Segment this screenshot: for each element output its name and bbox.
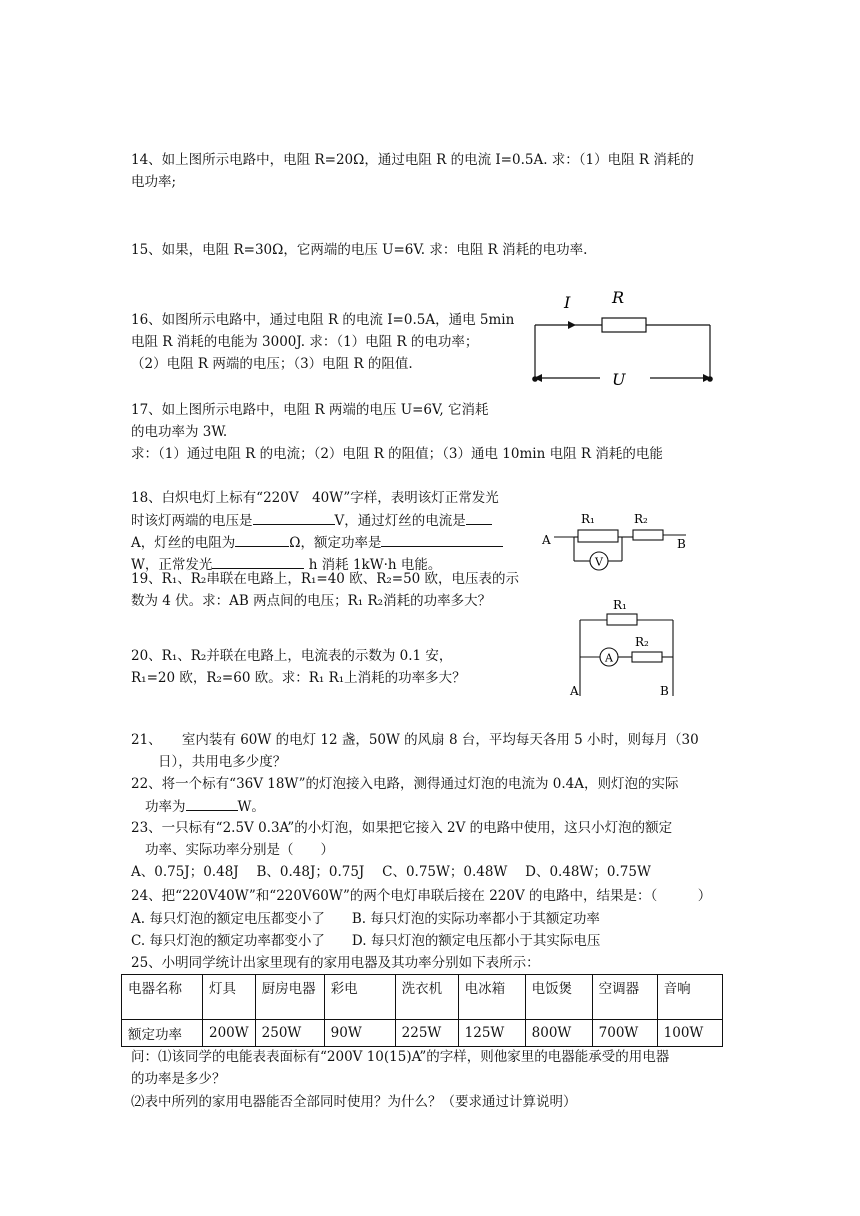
q18-text-voltage: 时该灯两端的电压是 [131,513,253,529]
q18-line1: 18、白炽电灯上标有“220V 40W”字样，表明该灯正常发光 [131,490,499,506]
table-cell: 700W [592,1020,657,1047]
voltmeter-label: V [595,555,603,569]
resistor-r1 [578,530,618,542]
ammeter-label: A [605,651,613,665]
terminal-b-label: B [660,684,669,698]
q22-text-power: 功率为 [145,799,186,815]
table-cell: 200W [203,1020,256,1047]
table-cell: 100W [657,1020,722,1047]
terminal-a-label: A [542,533,551,547]
table-cell: 800W [525,1020,592,1047]
resistor-r2 [633,530,663,540]
q15-line1: 15、如果，电阻 R=30Ω，它两端的电压 U=6V. 求：电阻 R 消耗的电功率. [131,242,588,258]
q14-line1: 14、如上图所示电路中，电阻 R=20Ω，通过电阻 R 的电流 I=0.5A. 求：（1）电阻 R 消耗的 [131,152,694,168]
current-arrow [568,321,576,329]
q25-line3: 的功率是多少？ [131,1071,226,1087]
r2-label: R₂ [634,512,648,526]
q18-text-current: V，通过灯丝的电流是 [334,513,466,529]
table-cell: 电冰箱 [458,975,525,1020]
table-cell: 250W [255,1020,324,1047]
r2-label: R₂ [635,635,649,649]
resistor-r [602,318,646,332]
q24-options-ab: A. 每只灯泡的额定电压都变小了 B. 每只灯泡的实际功率都小于其额定功率 [131,911,600,927]
q18-blank-power[interactable] [381,532,503,547]
q18-line2 [131,510,492,531]
q17-line2: 的电功率为 3W. [131,424,228,440]
q18-text-energy: h 消耗 1kW·h 电能。 [308,557,442,573]
q18-text-power: Ω，额定功率是 [289,535,382,551]
r1-label: R₁ [613,598,627,612]
circuit-diagram-1 [520,282,725,392]
terminal-a-label: A [570,684,579,698]
appliance-power-table [121,974,723,1047]
q22-blank-power[interactable] [186,796,238,811]
q16-line3: （2）电阻 R 两端的电压；（3）电阻 R 的阻值. [131,356,413,372]
q20-line1: 20、R₁、R₂并联在电路上，电流表的示数为 0.1 安， [131,648,453,664]
table-cell: 厨房电器 [255,975,324,1020]
table-cell: 空调器 [592,975,657,1020]
table-cell: 额定功率 [122,1020,203,1047]
q18-blank-voltage[interactable] [253,510,335,525]
q23-line2: 功率、实际功率分别是（ ） [145,842,334,858]
table-cell: 电饭煲 [525,975,592,1020]
q23-options: A、0.75J；0.48J B、0.48J；0.75J C、0.75W；0.48W D、0.48W；0.75W [131,864,651,880]
resistor-r1 [607,614,637,625]
table-row [122,1020,723,1047]
q18-blank-hours[interactable] [212,554,304,569]
table-cell: 90W [324,1020,395,1047]
terminal-b-label: B [677,537,686,551]
q25-line1: 25、小明同学统计出家里现有的家用电器及其功率分别如下表所示： [131,955,540,971]
q21-line2: 日），共用电多少度？ [158,754,287,770]
q18-line3 [131,532,503,553]
table-cell: 125W [458,1020,525,1047]
q17-line3: 求：（1）通过电阻 R 的电流；（2）电阻 R 的阻值；（3）通电 10min 电阻 R 消耗的电能 [131,446,663,462]
q14-line2: 电功率; [131,174,177,190]
q22-line2 [145,796,265,817]
q16-line2: 电阻 R 消耗的电能为 3000J. 求：（1）电阻 R 的电功率； [131,334,479,350]
table-row [122,975,723,1020]
q21-line1: 21、 室内装有 60W 的电灯 12 盏，50W 的风扇 8 台，平均每天各用 5 小时，则每月（30 [131,732,699,748]
circuit-diagram-3 [560,596,690,704]
q25-line4: ⑵表中所列的家用电器能否全部同时使用？为什么？（要求通过计算说明） [131,1094,577,1110]
table-cell: 彩电 [324,975,395,1020]
resistor-r2 [632,652,662,662]
q18-text-resistance: A，灯丝的电阻为 [131,535,236,551]
q22-text-unit: W。 [237,799,265,815]
resistor-label: R [612,288,625,307]
table-cell: 灯具 [203,975,256,1020]
q19-line2: 数为 4 伏。求：AB 两点间的电压；R₁ R₂消耗的功率多大？ [131,593,492,609]
q24-line1: 24、把“220V40W”和“220V60W”的两个电灯串联后接在 220V 的电路中，结果是：（ ） [131,888,712,904]
q24-options-cd: C. 每只灯泡的额定功率都变小了 D. 每只灯泡的额定电压都小于其实际电压 [131,933,601,949]
q25-line2: 问：⑴该同学的电能表表面标有“200V 10(15)A”的字样，则他家里的电器能承受的用电器 [131,1049,670,1065]
q22-line1: 22、将一个标有“36V 18W”的灯泡接入电路，测得通过灯泡的电流为 0.4A，则灯泡的实际 [131,776,679,792]
q17-line1: 17、如上图所示电路中，电阻 R 两端的电压 U=6V, 它消耗 [131,402,489,418]
q18-blank-resistance[interactable] [235,532,289,547]
q16-line1: 16、如图所示电路中，通过电阻 R 的电流 I=0.5A，通电 5min [131,312,515,328]
q18-blank-current[interactable] [466,510,492,525]
circuit-diagram-2 [538,508,698,578]
q18-text-hours: W，正常发光 [131,557,213,573]
table-cell: 225W [395,1020,458,1047]
r1-label: R₁ [581,512,595,526]
q23-line1: 23、一只标有“2.5V 0.3A”的小灯泡，如果把它接入 2V 的电路中使用，这只小灯泡的额定 [131,820,673,836]
table-cell: 洗衣机 [395,975,458,1020]
q20-line2: R₁=20 欧，R₂=60 欧。求：R₁ R₁上消耗的功率多大？ [131,670,466,686]
q19-line1: 19、R₁、R₂串联在电路上，R₁=40 欧、R₂=50 欧，电压表的示 [131,571,520,587]
table-cell: 电器名称 [122,975,203,1020]
table-cell: 音响 [657,975,722,1020]
voltage-label: U [612,370,626,389]
current-label: I [564,293,571,312]
